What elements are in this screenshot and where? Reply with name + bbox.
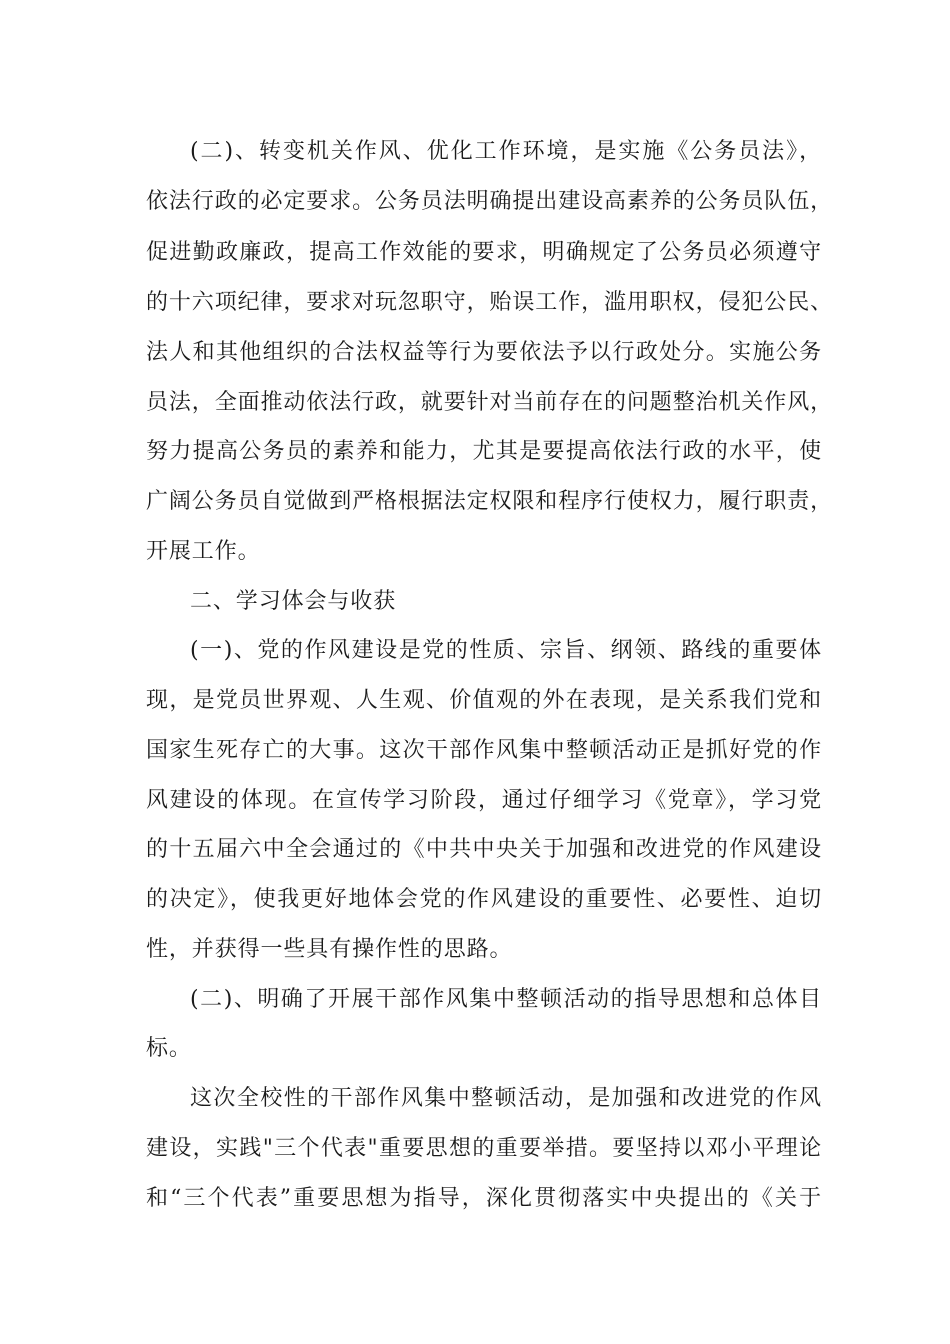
paragraph-line: 和“三个代表”重要思想为指导，深化贯彻落实中央提出的《关于 — [146, 1186, 822, 1211]
paragraph-line: 标。 — [146, 1036, 192, 1061]
paragraph-line: 开展工作。 — [146, 539, 261, 564]
section-heading: 二、学习体会与收获 — [190, 589, 397, 614]
paragraph-line: (一)、党的作风建设是党的性质、宗旨、纲领、路线的重要体 — [190, 638, 822, 663]
paragraph-line: 建设，实践"三个代表"重要思想的重要举措。要坚持以邓小平理论 — [146, 1136, 822, 1161]
paragraph-line: 风建设的体现。在宣传学习阶段，通过仔细学习《党章》，学习党 — [146, 788, 822, 813]
paragraph-line: 性，并获得一些具有操作性的思路。 — [146, 937, 513, 962]
paragraph-line: 国家生死存亡的大事。这次干部作风集中整顿活动正是抓好党的作 — [146, 738, 822, 763]
paragraph-line: 的决定》，使我更好地体会党的作风建设的重要性、必要性、迫切 — [146, 887, 822, 912]
paragraph-line: 广阔公务员自觉做到严格根据法定权限和程序行使权力，履行职责， — [146, 489, 834, 514]
paragraph-line: 这次全校性的干部作风集中整顿活动，是加强和改进党的作风 — [190, 1086, 822, 1111]
paragraph-line: (二)、明确了开展干部作风集中整顿活动的指导思想和总体目 — [190, 987, 822, 1012]
paragraph-line: 法人和其他组织的合法权益等行为要依法予以行政处分。实施公务 — [146, 340, 822, 365]
paragraph-line: 依法行政的必定要求。公务员法明确提出建设高素养的公务员队伍， — [146, 189, 834, 214]
paragraph-line: 的十六项纪律，要求对玩忽职守，贻误工作，滥用职权，侵犯公民、 — [146, 290, 834, 315]
paragraph-line: 员法，全面推动依法行政，就要针对当前存在的问题整治机关作风， — [146, 390, 834, 415]
paragraph-line: 现，是党员世界观、人生观、价值观的外在表现，是关系我们党和 — [146, 688, 822, 713]
paragraph-line: 促进勤政廉政，提高工作效能的要求，明确规定了公务员必须遵守 — [146, 240, 822, 265]
paragraph-line: 的十五届六中全会通过的《中共中央关于加强和改进党的作风建设 — [146, 837, 822, 862]
paragraph-line: (二)、转变机关作风、优化工作环境，是实施《公务员法》， — [190, 139, 822, 164]
paragraph-line: 努力提高公务员的素养和能力，尤其是要提高依法行政的水平，使 — [146, 439, 822, 464]
